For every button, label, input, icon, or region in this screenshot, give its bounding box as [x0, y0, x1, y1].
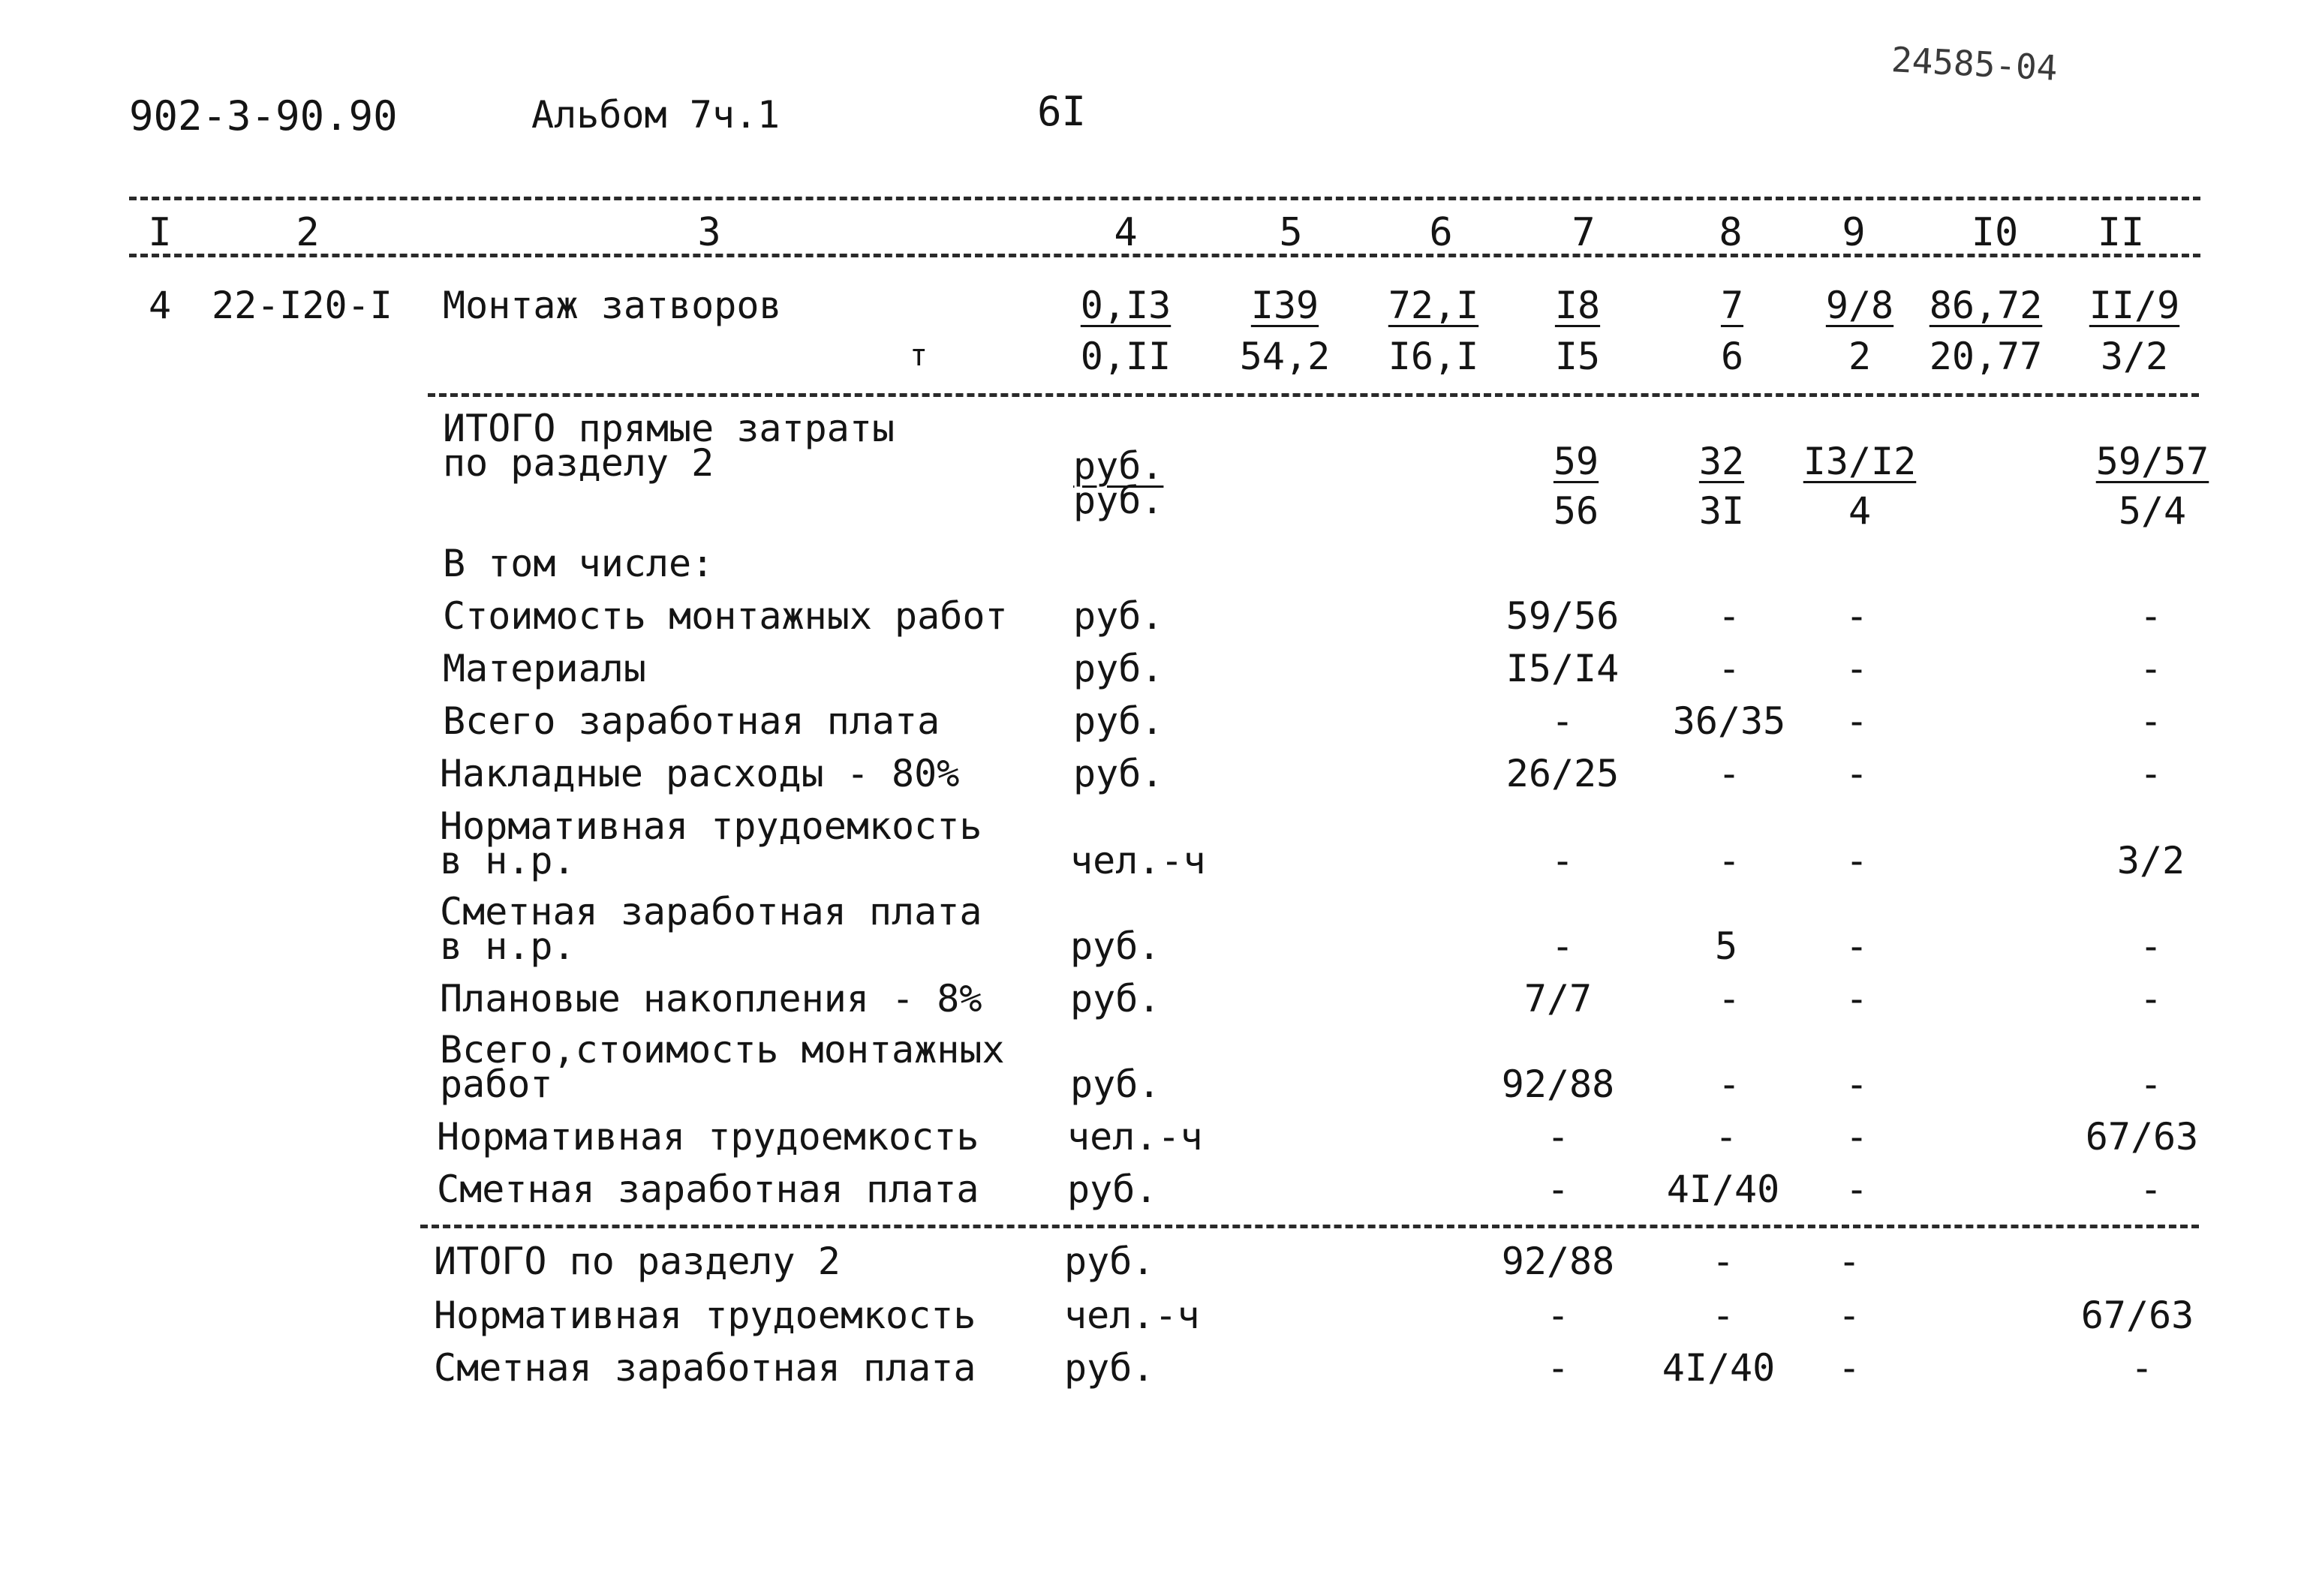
section-total-c9: -: [1837, 1240, 1861, 1283]
item-c9-top: 9/8: [1825, 284, 1894, 327]
direct-total-label-1: ИТОГО прямые затраты: [443, 407, 895, 450]
section-total-unit: руб.: [1064, 1240, 1155, 1283]
row-c8: -: [1717, 594, 1741, 638]
row-label: Плановые накопления - 8%: [440, 977, 982, 1020]
direct-total-c11-bottom: 5/4: [2118, 489, 2187, 533]
section-total-c9: -: [1837, 1346, 1861, 1390]
section-total-label: Нормативная трудоемкость: [434, 1294, 976, 1337]
row-c9: -: [1845, 924, 1869, 968]
row-c7: -: [1546, 1115, 1570, 1159]
row-c7: 26/25: [1505, 752, 1620, 795]
item-c11-top: II/9: [2089, 284, 2180, 327]
row-unit: руб.: [1070, 1062, 1161, 1106]
direct-total-c9-top: I3/I2: [1803, 440, 1917, 483]
item-c10-top: 86,72: [1929, 284, 2043, 327]
item-c7-bottom: I5: [1554, 335, 1601, 378]
section-total-c11: 67/63: [2080, 1294, 2194, 1337]
item-c11-bottom: 3/2: [2100, 335, 2169, 378]
row-c8: 36/35: [1672, 699, 1786, 743]
including-label: В том числе:: [443, 542, 714, 585]
inventory-stamp: 24585-04: [1890, 39, 2059, 89]
item-code: 22-I20-I: [212, 284, 393, 327]
item-c8-bottom: 6: [1720, 335, 1744, 378]
row-unit: руб.: [1070, 977, 1161, 1020]
header-top-rule: [129, 197, 2200, 200]
row-c9: -: [1845, 647, 1869, 690]
section-total-label: Сметная заработная плата: [434, 1346, 976, 1390]
item-c5-bottom: 54,2: [1239, 335, 1331, 378]
row-c9: -: [1845, 1168, 1869, 1211]
section-total-c9: -: [1837, 1294, 1861, 1337]
item-c10-bottom: 20,77: [1929, 335, 2043, 378]
row-c11: -: [2139, 699, 2163, 743]
row-c11: -: [2139, 594, 2163, 638]
row-c9: -: [1845, 699, 1869, 743]
row-c7: -: [1551, 924, 1575, 968]
col-header-9: 9: [1842, 210, 1866, 255]
row-label: Всего,стоимость монтажных: [440, 1028, 1005, 1072]
direct-total-unit-2: руб.: [1073, 479, 1164, 522]
col-header-11: II: [2097, 210, 2145, 255]
row-c9: -: [1845, 839, 1869, 882]
row-c7: 92/88: [1501, 1062, 1615, 1106]
document-code: 902-3-90.90: [129, 92, 398, 140]
item-separator-rule: [428, 393, 2199, 397]
section-total-c7: -: [1546, 1294, 1570, 1337]
section-separator-rule: [420, 1225, 2199, 1228]
section-total-c7: 92/88: [1501, 1240, 1615, 1283]
row-c8: -: [1717, 977, 1741, 1020]
row-unit: руб.: [1070, 924, 1161, 968]
col-header-6: 6: [1429, 210, 1453, 255]
item-mark: т: [910, 338, 928, 373]
header-bottom-rule: [129, 254, 2200, 257]
row-c7: 59/56: [1505, 594, 1620, 638]
direct-total-c7-bottom: 56: [1553, 489, 1599, 533]
row-c8: -: [1717, 1062, 1741, 1106]
direct-total-label-2: по разделу 2: [443, 441, 714, 485]
section-total-label: ИТОГО по разделу 2: [434, 1240, 841, 1283]
row-c9: -: [1845, 1115, 1869, 1159]
col-header-8: 8: [1719, 210, 1743, 255]
row-c7: -: [1546, 1168, 1570, 1211]
item-c6-top: 72,I: [1388, 284, 1479, 327]
direct-total-c8-top: 32: [1698, 440, 1745, 483]
row-c11: -: [2139, 1062, 2163, 1106]
row-c11: -: [2139, 924, 2163, 968]
item-c7-top: I8: [1554, 284, 1601, 327]
row-label: Сметная заработная плата: [440, 890, 982, 933]
item-c4-top: 0,I3: [1080, 284, 1172, 327]
col-header-1: I: [148, 210, 172, 255]
row-unit: руб.: [1073, 752, 1164, 795]
direct-total-c11-top: 59/57: [2095, 440, 2209, 483]
row-c9: -: [1845, 977, 1869, 1020]
row-c9: -: [1845, 1062, 1869, 1106]
row-label: Стоимость монтажных работ: [443, 594, 1008, 638]
col-header-4: 4: [1114, 210, 1138, 255]
row-c8: -: [1717, 647, 1741, 690]
col-header-5: 5: [1279, 210, 1303, 255]
row-label: Сметная заработная плата: [437, 1168, 979, 1211]
section-total-c11: -: [2130, 1346, 2154, 1390]
row-c7: 7/7: [1523, 977, 1593, 1020]
row-label: Нормативная трудоемкость: [440, 804, 982, 848]
item-c6-bottom: I6,I: [1388, 335, 1479, 378]
row-c11: -: [2139, 1168, 2163, 1211]
row-c8: -: [1714, 1115, 1738, 1159]
col-header-10: I0: [1971, 210, 2019, 255]
row-unit: чел.-ч: [1070, 839, 1206, 882]
row-label-continuation: в н.р.: [440, 839, 576, 882]
col-header-2: 2: [296, 210, 320, 255]
row-c7: -: [1551, 699, 1575, 743]
item-number: 4: [149, 284, 172, 327]
album-label: Альбом 7ч.1: [531, 93, 781, 137]
row-c7: I5/I4: [1505, 647, 1620, 690]
row-c9: -: [1845, 594, 1869, 638]
section-total-c8: 4I/40: [1662, 1346, 1776, 1390]
section-total-c8: -: [1711, 1240, 1735, 1283]
row-c8: -: [1717, 752, 1741, 795]
direct-total-c8-bottom: 3I: [1698, 489, 1745, 533]
row-c7: -: [1551, 839, 1575, 882]
row-c8: 4I/40: [1666, 1168, 1780, 1211]
direct-total-unit-1: руб.: [1073, 444, 1164, 488]
section-total-unit: руб.: [1064, 1346, 1155, 1390]
row-label: Материалы: [443, 647, 646, 690]
row-unit: руб.: [1067, 1168, 1158, 1211]
row-c11: 3/2: [2116, 839, 2185, 882]
section-total-unit: чел.-ч: [1064, 1294, 1200, 1337]
row-label: Накладные расходы - 80%: [440, 752, 960, 795]
section-total-c8: -: [1711, 1294, 1735, 1337]
row-c8: -: [1717, 839, 1741, 882]
row-c11: -: [2139, 977, 2163, 1020]
row-label-continuation: в н.р.: [440, 924, 576, 968]
section-total-c7: -: [1546, 1346, 1570, 1390]
page-number: 6I: [1037, 88, 1087, 135]
item-name: Монтаж затворов: [443, 284, 782, 327]
col-header-7: 7: [1572, 210, 1596, 255]
row-unit: чел.-ч: [1067, 1115, 1203, 1159]
row-c11: -: [2139, 752, 2163, 795]
row-c9: -: [1845, 752, 1869, 795]
row-label-continuation: работ: [440, 1062, 553, 1106]
row-label: Всего заработная плата: [443, 699, 940, 743]
col-header-3: 3: [697, 210, 721, 255]
row-label: Нормативная трудоемкость: [437, 1115, 979, 1159]
item-c4-bottom: 0,II: [1080, 335, 1172, 378]
row-unit: руб.: [1073, 594, 1164, 638]
item-c8-top: 7: [1720, 284, 1744, 327]
item-c9-bottom: 2: [1848, 335, 1872, 378]
row-c8: 5: [1714, 924, 1738, 968]
row-unit: руб.: [1073, 699, 1164, 743]
direct-total-c9-bottom: 4: [1848, 489, 1872, 533]
row-c11: 67/63: [2085, 1115, 2199, 1159]
row-c11: -: [2139, 647, 2163, 690]
direct-total-c7-top: 59: [1553, 440, 1599, 483]
row-unit: руб.: [1073, 647, 1164, 690]
item-c5-top: I39: [1250, 284, 1319, 327]
